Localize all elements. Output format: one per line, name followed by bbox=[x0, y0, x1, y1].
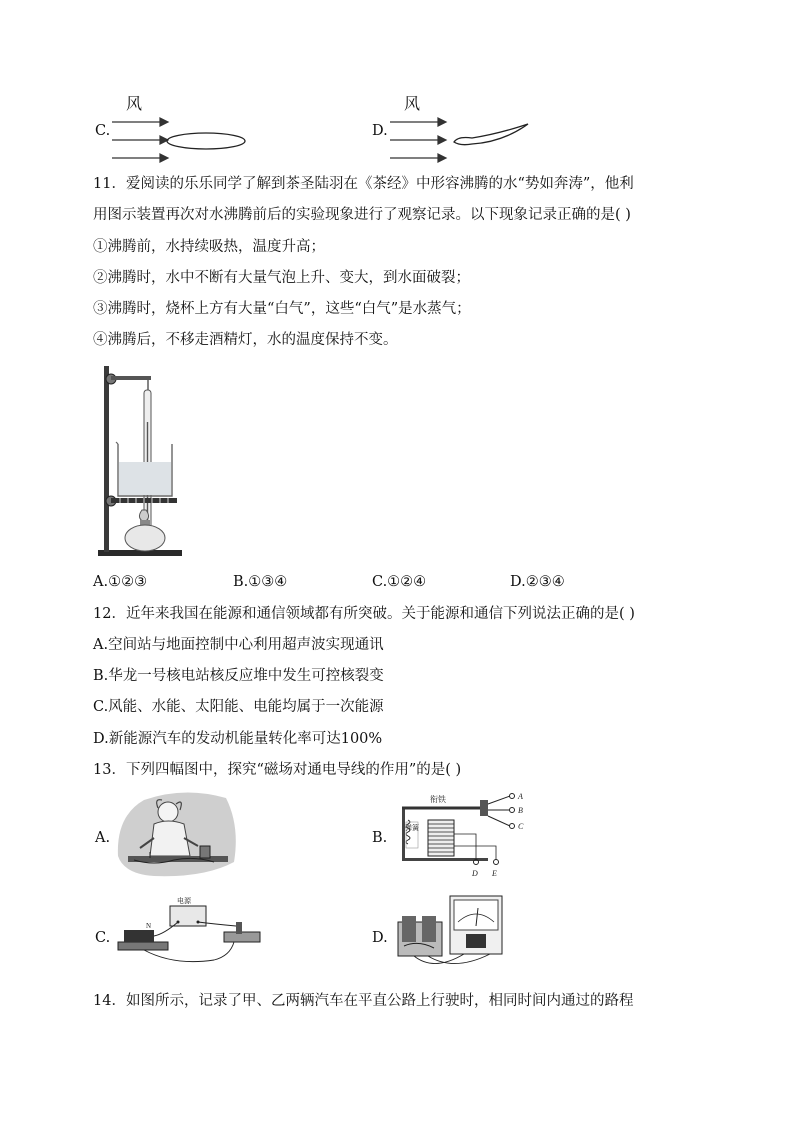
generator-galvanometer-figure bbox=[394, 892, 514, 976]
q12-stem: 12．近年来我国在能源和通信领域都有所突破。关于能源和通信下列说法正确的是( ) bbox=[93, 606, 635, 622]
q11-option-a: A.①②③ bbox=[93, 574, 148, 590]
armature-text: 衔铁 bbox=[430, 795, 446, 804]
north-pole-text: N bbox=[146, 922, 152, 930]
motor-principle-figure bbox=[114, 894, 266, 970]
q13-stem: 13．下列四幅图中，探究“磁场对通电导线的作用”的是( ) bbox=[93, 762, 462, 778]
option-d-label: D. bbox=[372, 123, 388, 139]
relay-figure bbox=[392, 790, 542, 882]
power-text: 电源 bbox=[177, 897, 191, 905]
q11-stem-line2: 用图示装置再次对水沸腾前后的实验现象进行了观察记录。以下现象记录正确的是( ) bbox=[93, 207, 631, 223]
airfoil-ellipse-figure bbox=[110, 112, 230, 168]
q13-label-d: D. bbox=[372, 930, 388, 946]
q13-label-b: B. bbox=[372, 830, 388, 846]
terminal-d-text: D bbox=[472, 869, 478, 878]
q12-option-a: A.空间站与地面控制中心利用超声波实现通讯 bbox=[93, 637, 384, 653]
q12-option-d: D.新能源汽车的发动机能量转化率可达100% bbox=[93, 731, 383, 747]
q11-option-d: D.②③④ bbox=[510, 574, 565, 590]
q13-label-c: C. bbox=[95, 930, 111, 946]
q11-statement-1: ①沸腾前，水持续吸热，温度升高； bbox=[93, 239, 325, 255]
airfoil-wing-figure bbox=[388, 112, 538, 168]
q11-option-c: C.①②④ bbox=[372, 574, 427, 590]
terminal-a-text: A bbox=[518, 792, 523, 801]
q11-statement-2: ②沸腾时，水中不断有大量气泡上升、变大，到水面破裂； bbox=[93, 270, 470, 286]
q11-statement-3: ③沸腾时，烧杯上方有大量“白气”，这些“白气”是水蒸气； bbox=[93, 301, 471, 317]
q12-option-b: B.华龙一号核电站核反应堆中发生可控核裂变 bbox=[93, 668, 384, 684]
q13-label-a: A. bbox=[95, 830, 111, 846]
option-c-label: C. bbox=[95, 123, 111, 139]
q11-option-b: B.①③④ bbox=[233, 574, 288, 590]
wind-label-d: 风 bbox=[404, 94, 421, 113]
spring-text: 弹簧 bbox=[405, 824, 419, 832]
terminal-b-text: B bbox=[518, 806, 523, 815]
q11-statement-4: ④沸腾后，不移走酒精灯，水的温度保持不变。 bbox=[93, 332, 398, 348]
boiling-apparatus-figure bbox=[96, 362, 186, 562]
terminal-e-text: E bbox=[492, 869, 497, 878]
wind-label-c: 风 bbox=[126, 94, 143, 113]
q11-stem-line1: 11．爱阅读的乐乐同学了解到茶圣陆羽在《茶经》中形容沸腾的水“势如奔涛”，他利 bbox=[93, 176, 634, 192]
oersted-experiment-figure bbox=[114, 786, 240, 882]
terminal-c-text: C bbox=[518, 822, 524, 831]
q14-stem: 14．如图所示，记录了甲、乙两辆汽车在平直公路上行驶时，相同时间内通过的路程 bbox=[93, 993, 634, 1009]
q12-option-c: C.风能、水能、太阳能、电能均属于一次能源 bbox=[93, 699, 384, 715]
